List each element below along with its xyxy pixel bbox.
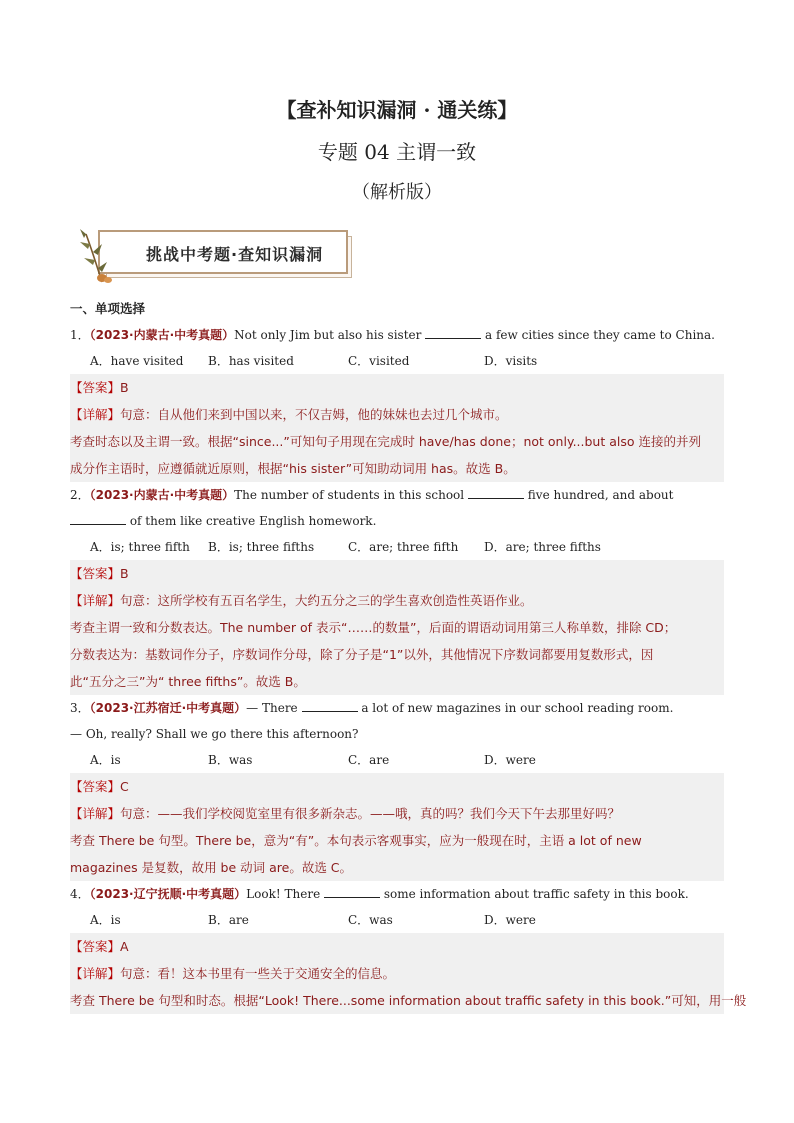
detail-text: 句意：自从他们来到中国以来，不仅吉姆，他的妹妹也去过几个城市。 [120,407,508,422]
detail-text: 句意：——我们学校阅览室里有很多新杂志。——哦，真的吗？我们今天下午去那里好吗？ [120,806,621,821]
options-row [70,534,724,560]
detail-line: 考查时态以及主谓一致。根据“since...”可知句子用现在完成时 have/has done；not only...but also 连接的并列 [70,434,701,449]
option-d: D．are; three fifths [484,540,601,554]
answer-line [70,933,724,960]
stem-text: — Oh, really? Shall we go there this afternoon? [70,727,359,741]
stem-text: — There [246,701,298,715]
option-b: B．has visited [208,354,294,368]
answer-value: C [120,779,129,794]
answer-block [70,560,724,695]
answer-block [70,374,724,482]
stem-text: some information about traffic safety in this book. [383,887,689,901]
answer-block [70,933,747,1014]
detail-text: 句意：这所学校有五百名学生，大约五分之三的学生喜欢创造性英语作业。 [120,593,533,608]
question-stem [70,695,724,721]
plant-sprig-icon [72,226,122,284]
option-b: B．is; three fifths [208,540,315,554]
question-stem-cont [70,721,724,747]
answer-blank [324,883,380,898]
option-c: C．was [348,913,393,927]
answer-blank [425,324,481,339]
stem-text: of them like creative English homework. [129,514,377,528]
stem-text: a few cities since they came to China. [485,328,715,342]
detail-line: 考查 There be 句型和时态。根据“Look! There...some information about traffic safety in this book.”可知，用一般 [70,993,747,1008]
stem-text: Look! There [246,887,321,901]
stem-text: five hundred, and about [527,488,674,502]
options-row [70,907,724,933]
options-row [70,747,724,773]
detail-line [70,401,724,428]
answer-value: A [120,939,129,954]
answer-line [70,773,724,800]
detail-line: 考查主谓一致和分数表达。The number of 表示“……的数量”，后面的谓语动词用第三人称单数，排除 CD； [70,620,677,635]
question-number: 2． [70,488,90,502]
answer-blank [302,697,358,712]
option-a: A．is; three fifth [90,540,190,554]
detail-line [70,960,724,987]
option-b: B．was [208,753,253,767]
option-a: A．have visited [90,354,184,368]
stem-text: Not only Jim but also his sister [234,328,422,342]
detail-line: 分数表达为：基数词作分子，序数词作分母，除了分子是“1”以外，其他情况下序数词都要用复数形式，因 [70,647,654,662]
options-row [70,348,724,374]
option-d: D．were [484,913,536,927]
detail-tag: 【详解】 [70,407,121,422]
answer-line [70,560,724,587]
question-source: （2023·江苏宿迁·中考真题） [89,701,247,715]
answer-value: B [120,380,129,395]
answer-block [70,773,724,881]
option-d: D．were [484,753,536,767]
option-c: C．are [348,753,390,767]
question-stem [70,322,724,348]
answer-tag: 【答案】 [70,380,121,395]
banner-box [98,230,348,274]
option-a: A．is [90,753,121,767]
detail-line [70,587,724,614]
answer-tag: 【答案】 [70,939,121,954]
detail-tag: 【详解】 [70,806,121,821]
question-number: 3． [70,701,90,715]
stem-text: The number of students in this school [234,488,465,502]
answer-line [70,374,724,401]
option-c: C．are; three fifth [348,540,459,554]
question-list [70,296,747,1014]
answer-blank [468,484,524,499]
option-a: A．is [90,913,121,927]
detail-tag: 【详解】 [70,966,121,981]
topic-title: 专题 04 主谓一致 [317,140,477,164]
detail-line: 考查 There be 句型。There be，意为“有”。本句表示客观事实，应为一般现在时，主语 a lot of new [70,833,642,848]
answer-value: B [120,566,129,581]
answer-tag: 【答案】 [70,566,121,581]
question-source: （2023·内蒙古·中考真题） [89,488,235,502]
document-title: 【查补知识漏洞 · 通关练】 [276,98,518,122]
section-banner [72,226,362,284]
question-number: 4． [70,887,90,901]
section-heading: 一、单项选择 [70,301,146,316]
answer-tag: 【答案】 [70,779,121,794]
option-d: D．visits [484,354,538,368]
stem-text: a lot of new magazines in our school reading room. [361,701,674,715]
edition-label: （解析版） [352,182,442,203]
detail-line: 此“五分之三”为“ three fifths”。故选 B。 [70,674,306,689]
detail-line: 成分作主语时，应遵循就近原则，根据“his sister”可知助动词用 has。故选 B。 [70,461,516,476]
question-stem-cont [70,508,724,534]
detail-line [70,800,724,827]
detail-tag: 【详解】 [70,593,121,608]
option-c: C．visited [348,354,410,368]
detail-line: magazines 是复数，故用 be 动词 are。故选 C。 [70,860,353,875]
answer-blank [70,510,126,525]
detail-text: 句意：看！这本书里有一些关于交通安全的信息。 [120,966,396,981]
question-source: （2023·内蒙古·中考真题） [89,328,235,342]
option-b: B．are [208,913,249,927]
question-stem [70,482,724,508]
banner-label: 挑战中考题·查知识漏洞 [146,245,324,264]
question-source: （2023·辽宁抚顺·中考真题） [89,887,247,901]
question-stem [70,881,724,907]
question-number: 1． [70,328,90,342]
